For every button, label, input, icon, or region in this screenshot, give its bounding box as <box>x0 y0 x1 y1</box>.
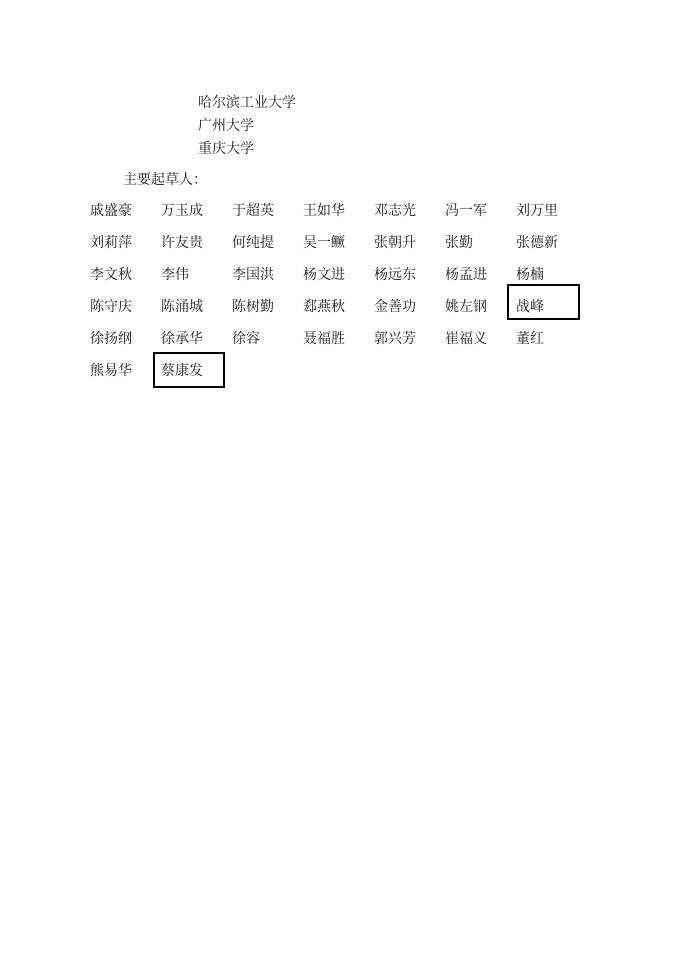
drafter-name: 杨孟进 <box>445 267 487 283</box>
drafter-name-highlighted: 蔡康发 <box>161 363 203 379</box>
organization-item: 广州大学 <box>198 118 254 134</box>
drafter-name: 王如华 <box>303 203 345 219</box>
organization-item: 重庆大学 <box>198 141 254 157</box>
drafter-name: 刘万里 <box>516 203 558 219</box>
drafter-name: 李文秋 <box>90 267 132 283</box>
drafter-name: 张勤 <box>445 235 473 251</box>
drafter-name: 李国洪 <box>232 267 274 283</box>
drafter-name: 冯一军 <box>445 203 487 219</box>
drafter-name: 董红 <box>516 331 544 347</box>
drafter-name: 邓志光 <box>374 203 416 219</box>
drafter-name: 许友贵 <box>161 235 203 251</box>
drafter-name: 郄燕秋 <box>303 299 345 315</box>
drafter-name: 金善功 <box>374 299 416 315</box>
drafters-list <box>90 200 650 400</box>
drafter-name: 何纯提 <box>232 235 274 251</box>
drafter-name: 聂福胜 <box>303 331 345 347</box>
drafters-row <box>90 360 650 400</box>
drafter-name: 张德新 <box>516 235 558 251</box>
drafter-name: 徐容 <box>232 331 260 347</box>
organization-item: 哈尔滨工业大学 <box>198 95 296 111</box>
drafter-name: 于超英 <box>232 203 274 219</box>
drafters-heading: 主要起草人： <box>123 172 207 188</box>
drafters-row <box>90 328 650 360</box>
drafter-name-highlighted: 战峰 <box>516 299 544 315</box>
drafter-name: 万玉成 <box>161 203 203 219</box>
drafter-name: 徐承华 <box>161 331 203 347</box>
drafter-name: 熊易华 <box>90 363 132 379</box>
drafter-name: 刘莉萍 <box>90 235 132 251</box>
drafter-name: 戚盛豪 <box>90 203 132 219</box>
drafter-name: 郭兴芳 <box>374 331 416 347</box>
drafter-name: 陈涌城 <box>161 299 203 315</box>
drafter-name: 李伟 <box>161 267 189 283</box>
drafter-name: 崔福义 <box>445 331 487 347</box>
drafters-row <box>90 232 650 264</box>
drafter-name: 陈守庆 <box>90 299 132 315</box>
drafter-name: 杨远东 <box>374 267 416 283</box>
drafter-name: 杨文进 <box>303 267 345 283</box>
drafter-name: 吴一鳜 <box>303 235 345 251</box>
drafter-name: 陈树勤 <box>232 299 274 315</box>
drafter-name: 张朝升 <box>374 235 416 251</box>
drafter-name: 姚左钢 <box>445 299 487 315</box>
drafter-name: 杨楠 <box>516 267 544 283</box>
drafter-name: 徐扬纲 <box>90 331 132 347</box>
drafters-row <box>90 200 650 232</box>
drafters-row <box>90 264 650 296</box>
organization-list <box>198 92 296 161</box>
drafters-row <box>90 296 650 328</box>
